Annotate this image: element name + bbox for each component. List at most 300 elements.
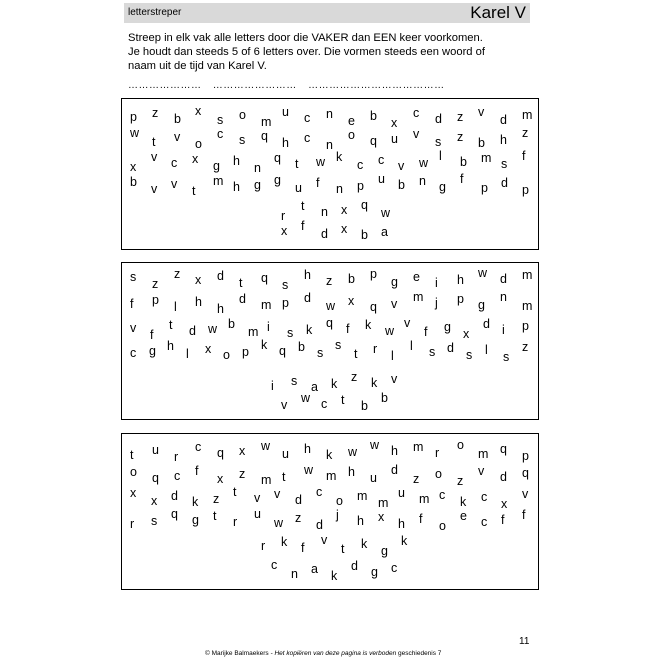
instruction-line: Streep in elk vak alle letters door die VAKER dan EEN keer voorkomen. bbox=[128, 32, 483, 44]
puzzle-letter[interactable]: e bbox=[413, 270, 420, 284]
puzzle-letter[interactable]: c bbox=[195, 440, 202, 454]
puzzle-letter[interactable]: x bbox=[378, 510, 385, 524]
puzzle-letter[interactable]: w bbox=[419, 156, 429, 170]
puzzle-letter[interactable]: p bbox=[282, 296, 289, 310]
puzzle-letter[interactable]: x bbox=[192, 152, 199, 166]
puzzle-letter[interactable]: r bbox=[435, 446, 440, 460]
puzzle-letter[interactable]: f bbox=[130, 297, 134, 311]
puzzle-letter[interactable]: q bbox=[370, 134, 377, 148]
puzzle-letter[interactable]: h bbox=[391, 444, 398, 458]
puzzle-letter[interactable]: z bbox=[174, 267, 181, 281]
puzzle-letter[interactable]: c bbox=[321, 397, 328, 411]
puzzle-letter[interactable]: m bbox=[413, 440, 424, 454]
puzzle-letter[interactable]: d bbox=[483, 317, 490, 331]
puzzle-letter[interactable]: v bbox=[151, 182, 158, 196]
puzzle-letter[interactable]: g bbox=[213, 159, 220, 173]
puzzle-letter[interactable]: l bbox=[485, 343, 488, 357]
puzzle-letter[interactable]: d bbox=[500, 113, 507, 127]
puzzle-letter[interactable]: x bbox=[391, 116, 398, 130]
answer-blank: …………………… bbox=[212, 80, 297, 91]
puzzle-letter[interactable]: w bbox=[261, 439, 271, 453]
puzzle-letter[interactable]: o bbox=[457, 438, 464, 452]
puzzle-letter[interactable]: t bbox=[233, 485, 237, 499]
puzzle-letter[interactable]: x bbox=[205, 342, 212, 356]
puzzle-letter[interactable]: x bbox=[463, 327, 470, 341]
puzzle-letter[interactable]: k bbox=[361, 537, 368, 551]
puzzle-letter[interactable]: v bbox=[398, 159, 405, 173]
letter-row bbox=[122, 126, 538, 152]
puzzle-letter[interactable]: l bbox=[174, 300, 177, 314]
puzzle-letter[interactable]: g bbox=[444, 320, 451, 334]
puzzle-letter[interactable]: w bbox=[274, 516, 284, 530]
puzzle-letter[interactable]: c bbox=[174, 469, 181, 483]
puzzle-letter[interactable]: b bbox=[348, 272, 355, 286]
puzzle-letter[interactable]: g bbox=[254, 178, 261, 192]
puzzle-letter[interactable]: m bbox=[481, 151, 492, 165]
puzzle-letter[interactable]: z bbox=[457, 474, 464, 488]
puzzle-letter[interactable]: x bbox=[130, 486, 137, 500]
puzzle-letter[interactable]: s bbox=[217, 113, 224, 127]
letter-row bbox=[122, 391, 538, 415]
puzzle-letter[interactable]: f bbox=[301, 219, 305, 233]
puzzle-letter[interactable]: d bbox=[500, 470, 507, 484]
puzzle-letter[interactable]: k bbox=[261, 338, 268, 352]
puzzle-letter[interactable]: u bbox=[295, 181, 302, 195]
puzzle-letter[interactable]: c bbox=[481, 490, 488, 504]
puzzle-letter[interactable]: l bbox=[439, 149, 442, 163]
puzzle-letter[interactable]: w bbox=[304, 463, 314, 477]
puzzle-letter[interactable]: c bbox=[316, 485, 323, 499]
puzzle-letter[interactable]: r bbox=[373, 342, 378, 356]
puzzle-letter[interactable]: z bbox=[213, 492, 220, 506]
puzzle-letter[interactable]: g bbox=[192, 513, 199, 527]
puzzle-letter[interactable]: k bbox=[192, 495, 199, 509]
puzzle-letter[interactable]: k bbox=[281, 535, 288, 549]
puzzle-letter[interactable]: n bbox=[500, 290, 507, 304]
letter-row bbox=[122, 485, 538, 511]
puzzle-letter[interactable]: b bbox=[174, 112, 181, 126]
puzzle-letter[interactable]: f bbox=[195, 464, 199, 478]
puzzle-letter[interactable]: s bbox=[317, 346, 324, 360]
puzzle-letter[interactable]: w bbox=[385, 324, 395, 338]
letter-row bbox=[122, 172, 538, 198]
puzzle-letter[interactable]: u bbox=[152, 443, 159, 457]
puzzle-letter[interactable]: d bbox=[239, 292, 246, 306]
puzzle-letter[interactable]: x bbox=[341, 203, 348, 217]
puzzle-letter[interactable]: p bbox=[357, 179, 364, 193]
puzzle-letter[interactable]: a bbox=[311, 562, 318, 576]
puzzle-letter[interactable]: p bbox=[457, 292, 464, 306]
puzzle-letter[interactable]: s bbox=[429, 345, 436, 359]
puzzle-letter[interactable]: a bbox=[381, 225, 388, 239]
letter-row bbox=[122, 370, 538, 394]
puzzle-letter[interactable]: r bbox=[261, 539, 266, 553]
puzzle-letter[interactable]: j bbox=[435, 296, 438, 310]
puzzle-letter[interactable]: x bbox=[195, 104, 202, 118]
worksheet-header bbox=[124, 3, 530, 23]
puzzle-letter[interactable]: n bbox=[336, 182, 343, 196]
puzzle-letter[interactable]: o bbox=[348, 128, 355, 142]
puzzle-letter[interactable]: q bbox=[522, 466, 529, 480]
puzzle-letter[interactable]: m bbox=[522, 108, 533, 122]
puzzle-letter[interactable]: u bbox=[398, 486, 405, 500]
puzzle-letter[interactable]: q bbox=[261, 271, 268, 285]
puzzle-letter[interactable]: u bbox=[282, 447, 289, 461]
puzzle-letter[interactable]: z bbox=[239, 467, 246, 481]
puzzle-letter[interactable]: u bbox=[391, 132, 398, 146]
puzzle-letter[interactable]: o bbox=[435, 467, 442, 481]
puzzle-letter[interactable]: m bbox=[419, 492, 430, 506]
puzzle-letter[interactable]: v bbox=[274, 487, 281, 501]
puzzle-letter[interactable]: z bbox=[326, 274, 333, 288]
puzzle-letter[interactable]: x bbox=[195, 273, 202, 287]
puzzle-letter[interactable]: w bbox=[348, 445, 358, 459]
puzzle-letter[interactable]: v bbox=[413, 127, 420, 141]
puzzle-letter[interactable]: v bbox=[321, 533, 328, 547]
puzzle-letter[interactable]: h bbox=[282, 136, 289, 150]
puzzle-letter[interactable]: h bbox=[233, 180, 240, 194]
puzzle-letter[interactable]: p bbox=[522, 319, 529, 333]
puzzle-letter[interactable]: i bbox=[267, 320, 270, 334]
puzzle-letter[interactable]: d bbox=[501, 176, 508, 190]
puzzle-letter[interactable]: s bbox=[291, 374, 298, 388]
puzzle-letter[interactable]: m bbox=[522, 268, 533, 282]
puzzle-letter[interactable]: i bbox=[271, 379, 274, 393]
puzzle-letter[interactable]: z bbox=[295, 511, 302, 525]
puzzle-letter[interactable]: k bbox=[306, 323, 313, 337]
puzzle-letter[interactable]: t bbox=[192, 184, 196, 198]
puzzle-letter[interactable]: h bbox=[304, 442, 311, 456]
puzzle-letter[interactable]: c bbox=[481, 515, 488, 529]
letter-row bbox=[122, 558, 538, 583]
puzzle-letter[interactable]: x bbox=[217, 472, 224, 486]
puzzle-letter[interactable]: h bbox=[217, 302, 224, 316]
puzzle-letter[interactable]: g bbox=[149, 344, 156, 358]
puzzle-letter[interactable]: n bbox=[321, 205, 328, 219]
puzzle-letter[interactable]: c bbox=[357, 158, 364, 172]
puzzle-letter[interactable]: h bbox=[348, 465, 355, 479]
puzzle-letter[interactable]: b bbox=[361, 399, 368, 413]
puzzle-letter[interactable]: p bbox=[522, 183, 529, 197]
puzzle-letter[interactable]: o bbox=[130, 465, 137, 479]
puzzle-letter[interactable]: m bbox=[261, 115, 272, 129]
puzzle-letter[interactable]: g bbox=[371, 565, 378, 579]
letter-row bbox=[122, 104, 538, 130]
puzzle-letter[interactable]: g bbox=[391, 275, 398, 289]
puzzle-letter[interactable]: d bbox=[189, 324, 196, 338]
puzzle-letter[interactable]: r bbox=[130, 517, 135, 531]
puzzle-letter[interactable]: s bbox=[287, 326, 294, 340]
puzzle-letter[interactable]: k bbox=[326, 448, 333, 462]
puzzle-letter[interactable]: z bbox=[522, 126, 529, 140]
puzzle-letter[interactable]: r bbox=[174, 450, 179, 464]
puzzle-letter[interactable]: f bbox=[301, 541, 305, 555]
puzzle-letter[interactable]: q bbox=[326, 316, 333, 330]
puzzle-letter[interactable]: p bbox=[370, 267, 377, 281]
puzzle-letter[interactable]: n bbox=[291, 567, 298, 581]
footer-notice: - Het kopiëren van deze pagina is verboden bbox=[270, 650, 397, 657]
puzzle-letter[interactable]: h bbox=[233, 154, 240, 168]
letter-row bbox=[122, 198, 538, 223]
instruction-line: naam uit de tijd van Karel V. bbox=[128, 60, 267, 72]
puzzle-letter[interactable]: g bbox=[439, 180, 446, 194]
puzzle-letter[interactable]: a bbox=[311, 380, 318, 394]
letter-puzzle-box bbox=[121, 98, 539, 250]
puzzle-letter[interactable]: v bbox=[522, 487, 529, 501]
puzzle-letter[interactable]: z bbox=[457, 130, 464, 144]
letter-puzzle-box bbox=[121, 262, 539, 420]
puzzle-letter[interactable]: t bbox=[301, 199, 305, 213]
puzzle-letter[interactable]: h bbox=[167, 339, 174, 353]
puzzle-letter[interactable]: w bbox=[370, 438, 380, 452]
puzzle-letter[interactable]: h bbox=[500, 133, 507, 147]
puzzle-letter[interactable]: m bbox=[261, 473, 272, 487]
puzzle-letter[interactable]: w bbox=[478, 266, 488, 280]
puzzle-letter[interactable]: t bbox=[282, 470, 286, 484]
puzzle-letter[interactable]: m bbox=[478, 447, 489, 461]
puzzle-letter[interactable]: q bbox=[217, 446, 224, 460]
puzzle-letter[interactable]: p bbox=[522, 449, 529, 463]
puzzle-letter[interactable]: f bbox=[150, 328, 154, 342]
puzzle-letter[interactable]: l bbox=[410, 339, 413, 353]
puzzle-letter[interactable]: f bbox=[419, 512, 423, 526]
puzzle-letter[interactable]: m bbox=[248, 325, 259, 339]
puzzle-letter[interactable]: n bbox=[326, 107, 333, 121]
puzzle-letter[interactable]: o bbox=[439, 519, 446, 533]
puzzle-letter[interactable]: n bbox=[326, 138, 333, 152]
puzzle-letter[interactable]: e bbox=[348, 114, 355, 128]
puzzle-letter[interactable]: d bbox=[171, 489, 178, 503]
puzzle-letter[interactable]: p bbox=[242, 345, 249, 359]
puzzle-letter[interactable]: f bbox=[460, 172, 464, 186]
puzzle-letter[interactable]: q bbox=[152, 471, 159, 485]
puzzle-letter[interactable]: u bbox=[282, 105, 289, 119]
puzzle-letter[interactable]: d bbox=[500, 272, 507, 286]
puzzle-letter[interactable]: x bbox=[341, 222, 348, 236]
puzzle-letter[interactable]: m bbox=[261, 298, 272, 312]
puzzle-letter[interactable]: t bbox=[152, 135, 156, 149]
puzzle-letter[interactable]: p bbox=[152, 293, 159, 307]
puzzle-letter[interactable]: s bbox=[239, 133, 246, 147]
puzzle-letter[interactable]: p bbox=[481, 181, 488, 195]
puzzle-letter[interactable]: c bbox=[130, 346, 137, 360]
puzzle-letter[interactable]: t bbox=[169, 318, 173, 332]
puzzle-letter[interactable]: v bbox=[171, 177, 178, 191]
puzzle-letter[interactable]: h bbox=[195, 295, 202, 309]
puzzle-letter[interactable]: z bbox=[152, 106, 159, 120]
puzzle-letter[interactable]: t bbox=[130, 448, 134, 462]
instruction-line: Je houdt dan steeds 5 of 6 letters over. Die vormen steeds een woord of bbox=[128, 46, 485, 58]
puzzle-letter[interactable]: l bbox=[391, 349, 394, 363]
puzzle-letter[interactable]: b bbox=[298, 340, 305, 354]
footer-author: © Marijke Balmaekers bbox=[205, 650, 269, 657]
puzzle-letter[interactable]: s bbox=[435, 135, 442, 149]
puzzle-letter[interactable]: n bbox=[254, 161, 261, 175]
puzzle-letter[interactable]: w bbox=[208, 322, 218, 336]
puzzle-letter[interactable]: d bbox=[435, 112, 442, 126]
puzzle-letter[interactable]: c bbox=[391, 561, 398, 575]
puzzle-letter[interactable]: t bbox=[295, 157, 299, 171]
puzzle-letter[interactable]: d bbox=[316, 518, 323, 532]
puzzle-letter[interactable]: s bbox=[466, 348, 473, 362]
puzzle-letter[interactable]: t bbox=[341, 542, 345, 556]
puzzle-letter[interactable]: j bbox=[336, 508, 339, 522]
letter-row bbox=[122, 266, 538, 292]
puzzle-letter[interactable]: g bbox=[274, 173, 281, 187]
answer-blanks bbox=[128, 80, 453, 91]
puzzle-letter[interactable]: p bbox=[130, 110, 137, 124]
puzzle-letter[interactable]: v bbox=[478, 464, 485, 478]
page-number: 11 bbox=[519, 636, 530, 647]
puzzle-letter[interactable]: t bbox=[354, 347, 358, 361]
puzzle-letter[interactable]: q bbox=[279, 344, 286, 358]
puzzle-letter[interactable]: q bbox=[171, 507, 178, 521]
puzzle-letter[interactable]: k bbox=[371, 376, 378, 390]
puzzle-letter[interactable]: b bbox=[398, 178, 405, 192]
puzzle-letter[interactable]: r bbox=[233, 515, 238, 529]
letter-row bbox=[122, 438, 538, 464]
puzzle-letter[interactable]: c bbox=[413, 106, 420, 120]
puzzle-letter[interactable]: i bbox=[502, 323, 505, 337]
puzzle-letter[interactable]: x bbox=[348, 294, 355, 308]
puzzle-letter[interactable]: u bbox=[254, 507, 261, 521]
puzzle-letter[interactable]: f bbox=[501, 513, 505, 527]
puzzle-letter[interactable]: h bbox=[357, 514, 364, 528]
puzzle-letter[interactable]: d bbox=[391, 463, 398, 477]
puzzle-letter[interactable]: c bbox=[304, 111, 311, 125]
puzzle-letter[interactable]: x bbox=[501, 497, 508, 511]
puzzle-letter[interactable]: q bbox=[370, 300, 377, 314]
puzzle-letter[interactable]: k bbox=[331, 569, 338, 583]
puzzle-letter[interactable]: v bbox=[478, 105, 485, 119]
puzzle-letter[interactable]: s bbox=[282, 278, 289, 292]
puzzle-letter[interactable]: k bbox=[460, 495, 467, 509]
puzzle-letter[interactable]: t bbox=[239, 276, 243, 290]
puzzle-letter[interactable]: l bbox=[186, 347, 189, 361]
puzzle-letter[interactable]: e bbox=[460, 509, 467, 523]
puzzle-letter[interactable]: m bbox=[413, 290, 424, 304]
puzzle-letter[interactable]: m bbox=[357, 489, 368, 503]
puzzle-letter[interactable]: s bbox=[335, 338, 342, 352]
puzzle-letter[interactable]: d bbox=[321, 227, 328, 241]
puzzle-letter[interactable]: i bbox=[435, 276, 438, 290]
puzzle-letter[interactable]: s bbox=[501, 157, 508, 171]
puzzle-letter[interactable]: w bbox=[301, 391, 311, 405]
puzzle-letter[interactable]: v bbox=[254, 491, 261, 505]
puzzle-letter[interactable]: d bbox=[304, 291, 311, 305]
puzzle-letter[interactable]: b bbox=[381, 391, 388, 405]
puzzle-letter[interactable]: x bbox=[130, 160, 137, 174]
puzzle-letter[interactable]: b bbox=[370, 109, 377, 123]
puzzle-letter[interactable]: m bbox=[326, 469, 337, 483]
puzzle-letter[interactable]: t bbox=[213, 509, 217, 523]
puzzle-letter[interactable]: b bbox=[460, 155, 467, 169]
puzzle-letter[interactable]: k bbox=[365, 318, 372, 332]
puzzle-letter[interactable]: b bbox=[228, 317, 235, 331]
puzzle-letter[interactable]: b bbox=[478, 136, 485, 150]
puzzle-letter[interactable]: w bbox=[316, 155, 326, 169]
puzzle-letter[interactable]: z bbox=[522, 340, 529, 354]
puzzle-letter[interactable]: z bbox=[413, 472, 420, 486]
puzzle-letter[interactable]: q bbox=[361, 198, 368, 212]
puzzle-letter[interactable]: z bbox=[457, 110, 464, 124]
puzzle-letter[interactable]: h bbox=[457, 273, 464, 287]
puzzle-letter[interactable]: d bbox=[295, 493, 302, 507]
puzzle-letter[interactable]: f bbox=[316, 176, 320, 190]
puzzle-letter[interactable]: c bbox=[378, 153, 385, 167]
puzzle-letter[interactable]: k bbox=[336, 150, 343, 164]
puzzle-letter[interactable]: u bbox=[378, 172, 385, 186]
puzzle-letter[interactable]: z bbox=[351, 370, 358, 384]
puzzle-letter[interactable]: m bbox=[378, 496, 389, 510]
puzzle-letter[interactable]: f bbox=[522, 508, 526, 522]
puzzle-letter[interactable]: w bbox=[326, 299, 336, 313]
puzzle-letter[interactable]: v bbox=[281, 398, 288, 412]
puzzle-letter[interactable]: s bbox=[130, 270, 137, 284]
letter-row bbox=[122, 533, 538, 558]
puzzle-letter[interactable]: h bbox=[304, 268, 311, 282]
puzzle-letter[interactable]: r bbox=[281, 209, 286, 223]
puzzle-letter[interactable]: o bbox=[223, 348, 230, 362]
puzzle-letter[interactable]: c bbox=[217, 127, 224, 141]
puzzle-letter[interactable]: b bbox=[130, 175, 137, 189]
puzzle-letter[interactable]: d bbox=[447, 341, 454, 355]
puzzle-letter[interactable]: k bbox=[401, 534, 408, 548]
puzzle-letter[interactable]: z bbox=[152, 277, 159, 291]
puzzle-letter[interactable]: m bbox=[213, 174, 224, 188]
puzzle-letter[interactable]: x bbox=[281, 224, 288, 238]
puzzle-letter[interactable]: c bbox=[171, 156, 178, 170]
puzzle-letter[interactable]: g bbox=[478, 298, 485, 312]
puzzle-letter[interactable]: m bbox=[522, 299, 533, 313]
puzzle-letter[interactable]: x bbox=[151, 494, 158, 508]
puzzle-letter[interactable]: q bbox=[500, 442, 507, 456]
puzzle-letter[interactable]: f bbox=[522, 149, 526, 163]
puzzle-letter[interactable]: o bbox=[195, 137, 202, 151]
puzzle-letter[interactable]: q bbox=[274, 151, 281, 165]
puzzle-letter[interactable]: c bbox=[439, 488, 446, 502]
puzzle-letter[interactable]: s bbox=[151, 514, 158, 528]
puzzle-letter[interactable]: w bbox=[381, 206, 391, 220]
puzzle-letter[interactable]: u bbox=[370, 471, 377, 485]
puzzle-letter[interactable]: b bbox=[361, 228, 368, 242]
puzzle-letter[interactable]: d bbox=[351, 559, 358, 573]
puzzle-letter[interactable]: w bbox=[130, 126, 140, 140]
puzzle-letter[interactable]: o bbox=[239, 108, 246, 122]
puzzle-letter[interactable]: g bbox=[381, 544, 388, 558]
puzzle-letter[interactable]: n bbox=[419, 174, 426, 188]
puzzle-letter[interactable]: q bbox=[261, 129, 268, 143]
puzzle-letter[interactable]: d bbox=[217, 269, 224, 283]
puzzle-letter[interactable]: v bbox=[151, 150, 158, 164]
puzzle-letter[interactable]: v bbox=[391, 297, 398, 311]
puzzle-letter[interactable]: c bbox=[304, 131, 311, 145]
puzzle-letter[interactable]: x bbox=[239, 444, 246, 458]
puzzle-letter[interactable]: c bbox=[271, 558, 278, 572]
puzzle-letter[interactable]: v bbox=[404, 316, 411, 330]
puzzle-letter[interactable]: v bbox=[174, 130, 181, 144]
puzzle-letter[interactable]: t bbox=[341, 393, 345, 407]
puzzle-letter[interactable]: s bbox=[503, 350, 510, 364]
puzzle-letter[interactable]: o bbox=[336, 494, 343, 508]
puzzle-letter[interactable]: h bbox=[398, 517, 405, 531]
puzzle-letter[interactable]: v bbox=[391, 372, 398, 386]
puzzle-letter[interactable]: f bbox=[346, 322, 350, 336]
puzzle-letter[interactable]: k bbox=[331, 377, 338, 391]
letter-row bbox=[122, 316, 538, 342]
puzzle-letter[interactable]: f bbox=[424, 325, 428, 339]
puzzle-letter[interactable]: v bbox=[130, 321, 137, 335]
